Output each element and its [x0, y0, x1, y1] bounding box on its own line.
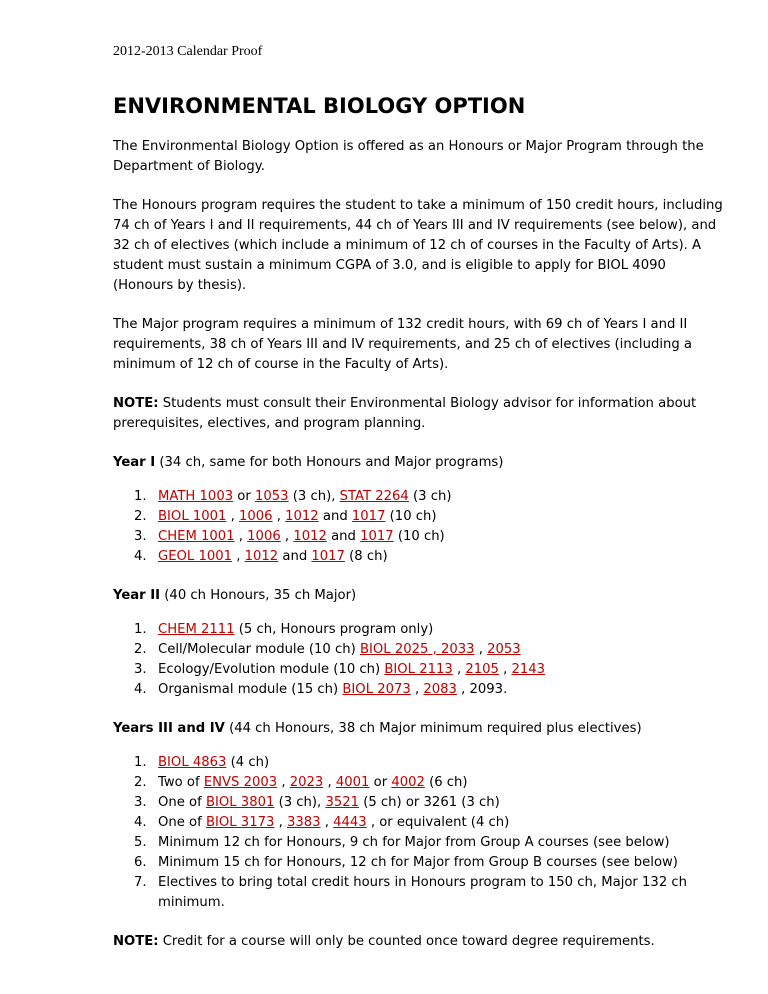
- year1-desc: (34 ch, same for both Honours and Major programs): [155, 455, 504, 470]
- list-text: ,: [474, 642, 488, 657]
- list-text: One of: [158, 815, 206, 830]
- list-text: (3 ch): [408, 489, 452, 504]
- honours-paragraph: The Honours program requires the student to take a minimum of 150 credit hours, including 74 ch of Years I and II requirements, 44 ch of Years III and IV requirements (see below), and 32 ch of electives (which include a minimum of 12 ch of courses in the Faculty of Arts). A student must sustain a minimum CGPA of 3.0, and is eligible to apply for BIOL 4090 (Honours by thesis).: [113, 198, 723, 293]
- course-link[interactable]: 1006: [247, 529, 281, 544]
- list-item: [113, 773, 725, 793]
- list-item: [113, 833, 725, 853]
- list-item: [113, 793, 725, 813]
- list-text: , 2093.: [456, 682, 508, 697]
- list-text: Minimum 12 ch for Honours, 9 ch for Major from Group A courses (see below): [158, 835, 670, 850]
- list-number: 5.: [134, 835, 147, 850]
- list-number: 3.: [134, 662, 147, 677]
- year2-desc: (40 ch Honours, 35 ch Major): [160, 588, 357, 603]
- course-link[interactable]: 2143: [511, 662, 546, 677]
- course-link[interactable]: GEOL 1001: [158, 549, 233, 564]
- year2-heading: [113, 586, 725, 606]
- list-number: 1.: [134, 622, 147, 637]
- list-text: ,: [323, 775, 336, 790]
- course-link[interactable]: 1017: [351, 509, 386, 524]
- list-number: 4.: [134, 549, 147, 564]
- list-text: One of: [158, 795, 206, 810]
- course-link[interactable]: 3521: [325, 795, 359, 810]
- list-item: [113, 547, 725, 567]
- year34-label: Years III and IV: [113, 721, 225, 736]
- list-text: (10 ch): [393, 529, 445, 544]
- list-text: and: [278, 549, 312, 564]
- course-link[interactable]: 3383: [286, 815, 321, 830]
- advisor-note: [113, 394, 725, 434]
- note-label: NOTE:: [113, 396, 159, 411]
- course-link[interactable]: 1012: [293, 529, 327, 544]
- year1-heading: [113, 453, 725, 473]
- list-text: ,: [232, 549, 245, 564]
- list-text: Electives to bring total credit hours in Honours program to 150 ch, Major 132 ch minimum.: [158, 875, 688, 910]
- list-text: ,: [277, 775, 290, 790]
- course-link[interactable]: BIOL 1001: [158, 509, 227, 524]
- course-link[interactable]: BIOL 2113: [384, 662, 453, 677]
- course-link[interactable]: CHEM 1001: [158, 529, 235, 544]
- list-number: 4.: [134, 815, 147, 830]
- list-text: ,: [280, 529, 294, 544]
- list-text: (6 ch): [424, 775, 468, 790]
- list-item: [113, 620, 725, 640]
- list-text: ,: [498, 662, 512, 677]
- list-text: Two of: [158, 775, 204, 790]
- list-text: or: [369, 775, 392, 790]
- year34-list: [113, 753, 725, 913]
- list-number: 2.: [134, 642, 147, 657]
- list-text: (4 ch): [226, 755, 270, 770]
- list-text: Ecology/Evolution module (10 ch): [158, 662, 385, 677]
- list-text: ,: [452, 662, 466, 677]
- list-text: and: [326, 529, 361, 544]
- list-number: 3.: [134, 529, 147, 544]
- course-link[interactable]: ENVS 2003: [203, 775, 278, 790]
- intro-paragraph: The Environmental Biology Option is offered as an Honours or Major Program through the Department of Biology.: [113, 139, 704, 174]
- list-text: ,: [274, 815, 287, 830]
- list-text: Organismal module (15 ch): [158, 682, 343, 697]
- year34-heading: [113, 719, 725, 739]
- course-link[interactable]: BIOL 2025 , 2033: [359, 642, 475, 657]
- course-link[interactable]: BIOL 2073: [342, 682, 411, 697]
- list-item: [113, 527, 725, 547]
- course-link[interactable]: 1012: [244, 549, 279, 564]
- course-link[interactable]: 2083: [423, 682, 457, 697]
- list-item: [113, 753, 725, 773]
- list-item: [113, 873, 725, 913]
- course-link[interactable]: STAT 2264: [339, 489, 409, 504]
- list-text: Minimum 15 ch for Honours, 12 ch for Major from Group B courses (see below): [158, 855, 678, 870]
- course-link[interactable]: 2105: [465, 662, 499, 677]
- course-link[interactable]: BIOL 4863: [158, 755, 227, 770]
- course-link[interactable]: 1017: [360, 529, 394, 544]
- document-body: [113, 92, 725, 971]
- year2-label: Year II: [113, 588, 161, 603]
- list-text: , or equivalent (4 ch): [366, 815, 510, 830]
- page-title: ENVIRONMENTAL BIOLOGY OPTION: [113, 94, 526, 118]
- list-item: [113, 660, 725, 680]
- list-number: 7.: [134, 875, 147, 890]
- list-item: [113, 853, 725, 873]
- course-link[interactable]: CHEM 2111: [158, 622, 235, 637]
- page-header: 2012-2013 Calendar Proof: [113, 44, 263, 59]
- course-link[interactable]: BIOL 3173: [205, 815, 275, 830]
- course-link[interactable]: 4001: [335, 775, 370, 790]
- list-number: 3.: [134, 795, 147, 810]
- list-text: and: [318, 509, 352, 524]
- course-link[interactable]: 1006: [239, 509, 273, 524]
- year1-list: [113, 487, 725, 567]
- list-number: 4.: [134, 682, 147, 697]
- list-text: ,: [226, 509, 239, 524]
- list-text: ,: [320, 815, 334, 830]
- course-link[interactable]: 2023: [289, 775, 324, 790]
- major-paragraph: The Major program requires a minimum of 132 credit hours, with 69 ch of Years I and II requirements, 38 ch of Years III and IV requirements, and 25 ch of electives (including a minimum of 12 ch of course in the Faculty of Arts).: [113, 317, 692, 372]
- course-link[interactable]: 1017: [311, 549, 345, 564]
- list-text: (3 ch),: [288, 489, 340, 504]
- course-link[interactable]: MATH 1003: [158, 489, 234, 504]
- list-text: ,: [272, 509, 286, 524]
- list-item: [113, 507, 725, 527]
- list-text: Cell/Molecular module (10 ch): [158, 642, 360, 657]
- course-link[interactable]: 4443: [333, 815, 367, 830]
- year1-label: Year I: [113, 455, 156, 470]
- credit-note: [113, 932, 725, 952]
- list-number: 2.: [134, 775, 147, 790]
- year2-list: [113, 620, 725, 700]
- year34-desc: (44 ch Honours, 38 ch Major minimum required plus electives): [224, 721, 642, 736]
- list-text: (5 ch) or 3261 (3 ch): [359, 795, 500, 810]
- course-link[interactable]: 1053: [254, 489, 289, 504]
- note-text: Credit for a course will only be counted once toward degree requirements.: [158, 934, 655, 949]
- list-number: 1.: [134, 755, 147, 770]
- list-text: (10 ch): [385, 509, 437, 524]
- note-label: NOTE:: [113, 934, 159, 949]
- list-text: (8 ch): [344, 549, 388, 564]
- list-text: or: [233, 489, 255, 504]
- course-link[interactable]: 4002: [391, 775, 425, 790]
- list-item: [113, 487, 725, 507]
- course-link[interactable]: 1012: [285, 509, 319, 524]
- list-item: [113, 640, 725, 660]
- list-number: 2.: [134, 509, 147, 524]
- list-text: (3 ch),: [274, 795, 326, 810]
- course-link[interactable]: BIOL 3801: [205, 795, 275, 810]
- list-text: ,: [234, 529, 248, 544]
- list-text: ,: [410, 682, 424, 697]
- list-text: (5 ch, Honours program only): [234, 622, 434, 637]
- list-item: [113, 813, 725, 833]
- list-number: 6.: [134, 855, 147, 870]
- list-item: [113, 680, 725, 700]
- course-link[interactable]: 2053: [487, 642, 521, 657]
- list-number: 1.: [134, 489, 147, 504]
- note-text: Students must consult their Environmental Biology advisor for information about prerequisites, electives, and program planning.: [113, 396, 697, 431]
